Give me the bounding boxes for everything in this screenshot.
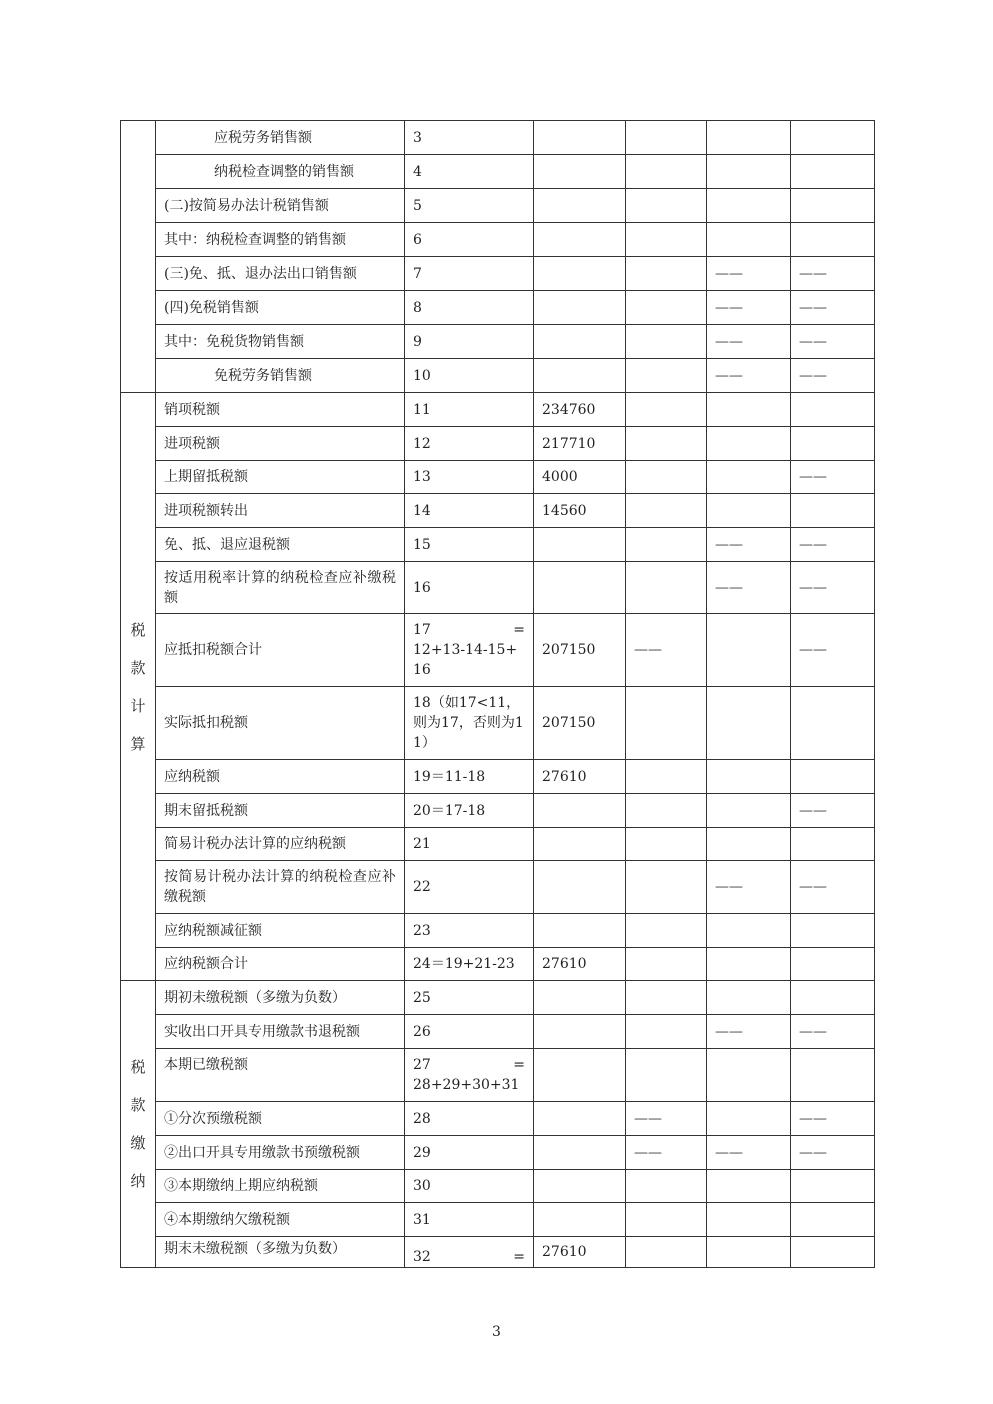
- value-cell: [626, 948, 707, 981]
- value-cell: [534, 291, 626, 325]
- table-row: [121, 1203, 875, 1237]
- table-row: [121, 325, 875, 359]
- value-cell: 27610: [534, 760, 626, 794]
- value-cell: [626, 121, 707, 155]
- value-cell: [534, 861, 626, 914]
- column-formula: 19＝11-18: [405, 760, 534, 794]
- value-cell: [626, 461, 707, 494]
- value-cell: ——: [707, 1136, 791, 1170]
- value-cell: [534, 1015, 626, 1049]
- value-cell: ——: [626, 1136, 707, 1170]
- item-label: ③本期缴纳上期应纳税额: [156, 1170, 405, 1203]
- value-cell: ——: [791, 614, 875, 687]
- value-cell: [626, 494, 707, 528]
- value-cell: [707, 189, 791, 223]
- table-row: [121, 461, 875, 494]
- column-number: 4: [405, 155, 534, 189]
- item-label: 本期已缴税额: [156, 1049, 405, 1102]
- table-row: [121, 1049, 875, 1102]
- column-formula: 18（如17<11，则为17，否则为11）: [405, 687, 534, 760]
- column-number: 10: [405, 359, 534, 393]
- tax-return-table: [120, 120, 875, 1268]
- item-label: 应税劳务销售额: [156, 121, 405, 155]
- value-cell: ——: [791, 291, 875, 325]
- value-cell: ——: [707, 528, 791, 562]
- value-cell: [707, 1170, 791, 1203]
- value-cell: ——: [707, 325, 791, 359]
- column-number: 7: [405, 257, 534, 291]
- value-cell: [534, 1102, 626, 1136]
- section-label-tax-calc: 税 款 计 算: [121, 393, 156, 981]
- value-cell: [707, 948, 791, 981]
- value-cell: [626, 760, 707, 794]
- column-number: 14: [405, 494, 534, 528]
- value-cell: 207150: [534, 614, 626, 687]
- column-number: 21: [405, 828, 534, 861]
- item-label: 按简易计税办法计算的纳税检查应补缴税额: [156, 861, 405, 914]
- item-label: 期初未缴税额（多缴为负数）: [156, 981, 405, 1015]
- table-row: [121, 494, 875, 528]
- value-cell: [626, 189, 707, 223]
- value-cell: [707, 223, 791, 257]
- value-cell: [626, 1237, 707, 1268]
- value-cell: [707, 1049, 791, 1102]
- value-cell: [534, 828, 626, 861]
- item-label: (四)免税销售额: [156, 291, 405, 325]
- value-cell: 4000: [534, 461, 626, 494]
- value-cell: [707, 981, 791, 1015]
- value-cell: [626, 359, 707, 393]
- column-formula: 24＝19+21-23: [405, 948, 534, 981]
- value-cell: ——: [707, 1015, 791, 1049]
- value-cell: [707, 760, 791, 794]
- column-formula: 20＝17-18: [405, 794, 534, 828]
- table-row: [121, 1102, 875, 1136]
- column-number: 22: [405, 861, 534, 914]
- table-row: [121, 359, 875, 393]
- value-cell: [626, 1015, 707, 1049]
- value-cell: [791, 1049, 875, 1102]
- value-cell: [791, 155, 875, 189]
- value-cell: [534, 155, 626, 189]
- value-cell: [534, 223, 626, 257]
- value-cell: [707, 155, 791, 189]
- value-cell: 14560: [534, 494, 626, 528]
- value-cell: [707, 427, 791, 461]
- column-formula: 27 = 28+29+30+31: [405, 1049, 534, 1102]
- item-label: ①分次预缴税额: [156, 1102, 405, 1136]
- table-row: [121, 562, 875, 614]
- table-row: [121, 155, 875, 189]
- table-row: [121, 121, 875, 155]
- item-label: 应纳税额: [156, 760, 405, 794]
- column-number: 25: [405, 981, 534, 1015]
- value-cell: [626, 325, 707, 359]
- value-cell: ——: [791, 1015, 875, 1049]
- item-label: 实际抵扣税额: [156, 687, 405, 760]
- value-cell: [707, 1237, 791, 1268]
- value-cell: [626, 528, 707, 562]
- value-cell: [791, 981, 875, 1015]
- item-label: 应纳税额合计: [156, 948, 405, 981]
- value-cell: [707, 1102, 791, 1136]
- value-cell: [534, 914, 626, 948]
- section-label-tax-pay: 税 款 缴 纳: [121, 981, 156, 1268]
- item-label: 纳税检查调整的销售额: [156, 155, 405, 189]
- item-label: (二)按简易办法计税销售额: [156, 189, 405, 223]
- item-label: ④本期缴纳欠缴税额: [156, 1203, 405, 1237]
- column-number: 26: [405, 1015, 534, 1049]
- page-number: 3: [492, 1324, 501, 1340]
- value-cell: ——: [791, 325, 875, 359]
- value-cell: 27610: [534, 948, 626, 981]
- table-row: [121, 614, 875, 687]
- value-cell: [534, 528, 626, 562]
- table-row: [121, 981, 875, 1015]
- value-cell: [534, 981, 626, 1015]
- table-row: [121, 1015, 875, 1049]
- value-cell: [626, 687, 707, 760]
- value-cell: [791, 828, 875, 861]
- table-row: [121, 528, 875, 562]
- value-cell: [626, 794, 707, 828]
- value-cell: ——: [626, 614, 707, 687]
- value-cell: [707, 393, 791, 427]
- value-cell: [626, 562, 707, 614]
- item-label: 进项税额转出: [156, 494, 405, 528]
- value-cell: [707, 121, 791, 155]
- column-number: 11: [405, 393, 534, 427]
- item-label: 期末留抵税额: [156, 794, 405, 828]
- value-cell: [791, 393, 875, 427]
- value-cell: ——: [791, 528, 875, 562]
- value-cell: [626, 828, 707, 861]
- table-row: [121, 223, 875, 257]
- value-cell: ——: [791, 562, 875, 614]
- value-cell: [534, 1170, 626, 1203]
- column-number: 8: [405, 291, 534, 325]
- value-cell: [707, 1203, 791, 1237]
- column-number: 9: [405, 325, 534, 359]
- value-cell: [626, 257, 707, 291]
- column-number: 23: [405, 914, 534, 948]
- column-formula: 32 =: [405, 1237, 534, 1268]
- table-row: [121, 687, 875, 760]
- item-label: 其中：免税货物销售额: [156, 325, 405, 359]
- value-cell: [791, 760, 875, 794]
- value-cell: [707, 461, 791, 494]
- table-row: [121, 914, 875, 948]
- value-cell: ——: [707, 861, 791, 914]
- value-cell: [626, 291, 707, 325]
- value-cell: [791, 494, 875, 528]
- value-cell: 27610: [534, 1237, 626, 1268]
- item-label: 应抵扣税额合计: [156, 614, 405, 687]
- value-cell: [707, 494, 791, 528]
- value-cell: ——: [791, 861, 875, 914]
- value-cell: [534, 189, 626, 223]
- table-row: [121, 1136, 875, 1170]
- value-cell: [534, 1203, 626, 1237]
- table-row: [121, 828, 875, 861]
- value-cell: [707, 614, 791, 687]
- value-cell: ——: [707, 562, 791, 614]
- value-cell: 234760: [534, 393, 626, 427]
- value-cell: ——: [707, 257, 791, 291]
- value-cell: [791, 948, 875, 981]
- value-cell: [791, 189, 875, 223]
- item-label: 上期留抵税额: [156, 461, 405, 494]
- value-cell: ——: [626, 1102, 707, 1136]
- value-cell: [707, 828, 791, 861]
- value-cell: ——: [791, 1102, 875, 1136]
- column-number: 16: [405, 562, 534, 614]
- column-number: 13: [405, 461, 534, 494]
- value-cell: [791, 1237, 875, 1268]
- value-cell: [707, 914, 791, 948]
- item-label: 应纳税额减征额: [156, 914, 405, 948]
- table-row: [121, 427, 875, 461]
- column-number: 15: [405, 528, 534, 562]
- item-label: 简易计税办法计算的应纳税额: [156, 828, 405, 861]
- section-cell-sales: [121, 121, 156, 393]
- column-number: 30: [405, 1170, 534, 1203]
- value-cell: [626, 1049, 707, 1102]
- value-cell: [626, 1203, 707, 1237]
- item-label: ②出口开具专用缴款书预缴税额: [156, 1136, 405, 1170]
- column-number: 12: [405, 427, 534, 461]
- item-label: 免税劳务销售额: [156, 359, 405, 393]
- value-cell: [626, 1170, 707, 1203]
- value-cell: [791, 1203, 875, 1237]
- table-row: [121, 760, 875, 794]
- table-row: [121, 794, 875, 828]
- value-cell: [534, 1049, 626, 1102]
- table-row: [121, 948, 875, 981]
- value-cell: [534, 1136, 626, 1170]
- item-label: 实收出口开具专用缴款书退税额: [156, 1015, 405, 1049]
- value-cell: [791, 1170, 875, 1203]
- column-number: 3: [405, 121, 534, 155]
- value-cell: ——: [707, 359, 791, 393]
- column-number: 29: [405, 1136, 534, 1170]
- table-row: [121, 1170, 875, 1203]
- column-formula: 17 = 12+13-14-15+16: [405, 614, 534, 687]
- value-cell: ——: [791, 257, 875, 291]
- column-number: 28: [405, 1102, 534, 1136]
- value-cell: [791, 914, 875, 948]
- value-cell: 207150: [534, 687, 626, 760]
- item-label: 期末未缴税额（多缴为负数）: [156, 1237, 405, 1268]
- value-cell: [626, 914, 707, 948]
- value-cell: ——: [791, 461, 875, 494]
- item-label: 销项税额: [156, 393, 405, 427]
- value-cell: [534, 325, 626, 359]
- value-cell: 217710: [534, 427, 626, 461]
- table-row: [121, 257, 875, 291]
- value-cell: [534, 562, 626, 614]
- item-label: 免、抵、退应退税额: [156, 528, 405, 562]
- value-cell: [707, 794, 791, 828]
- value-cell: ——: [791, 1136, 875, 1170]
- item-label: 按适用税率计算的纳税检查应补缴税额: [156, 562, 405, 614]
- value-cell: ——: [791, 794, 875, 828]
- table-row: [121, 861, 875, 914]
- value-cell: [626, 155, 707, 189]
- value-cell: [626, 223, 707, 257]
- value-cell: [534, 794, 626, 828]
- value-cell: [626, 427, 707, 461]
- value-cell: [534, 121, 626, 155]
- table-row: [121, 1237, 875, 1268]
- value-cell: [626, 393, 707, 427]
- value-cell: ——: [791, 359, 875, 393]
- table-row: [121, 393, 875, 427]
- item-label: 进项税额: [156, 427, 405, 461]
- item-label: 其中：纳税检查调整的销售额: [156, 223, 405, 257]
- value-cell: [791, 687, 875, 760]
- value-cell: [791, 121, 875, 155]
- item-label: (三)免、抵、退办法出口销售额: [156, 257, 405, 291]
- value-cell: [707, 687, 791, 760]
- column-number: 5: [405, 189, 534, 223]
- column-number: 6: [405, 223, 534, 257]
- column-number: 31: [405, 1203, 534, 1237]
- value-cell: ——: [707, 291, 791, 325]
- value-cell: [791, 223, 875, 257]
- table-row: [121, 291, 875, 325]
- value-cell: [626, 981, 707, 1015]
- value-cell: [626, 861, 707, 914]
- table-row: [121, 189, 875, 223]
- value-cell: [534, 257, 626, 291]
- value-cell: [791, 427, 875, 461]
- value-cell: [534, 359, 626, 393]
